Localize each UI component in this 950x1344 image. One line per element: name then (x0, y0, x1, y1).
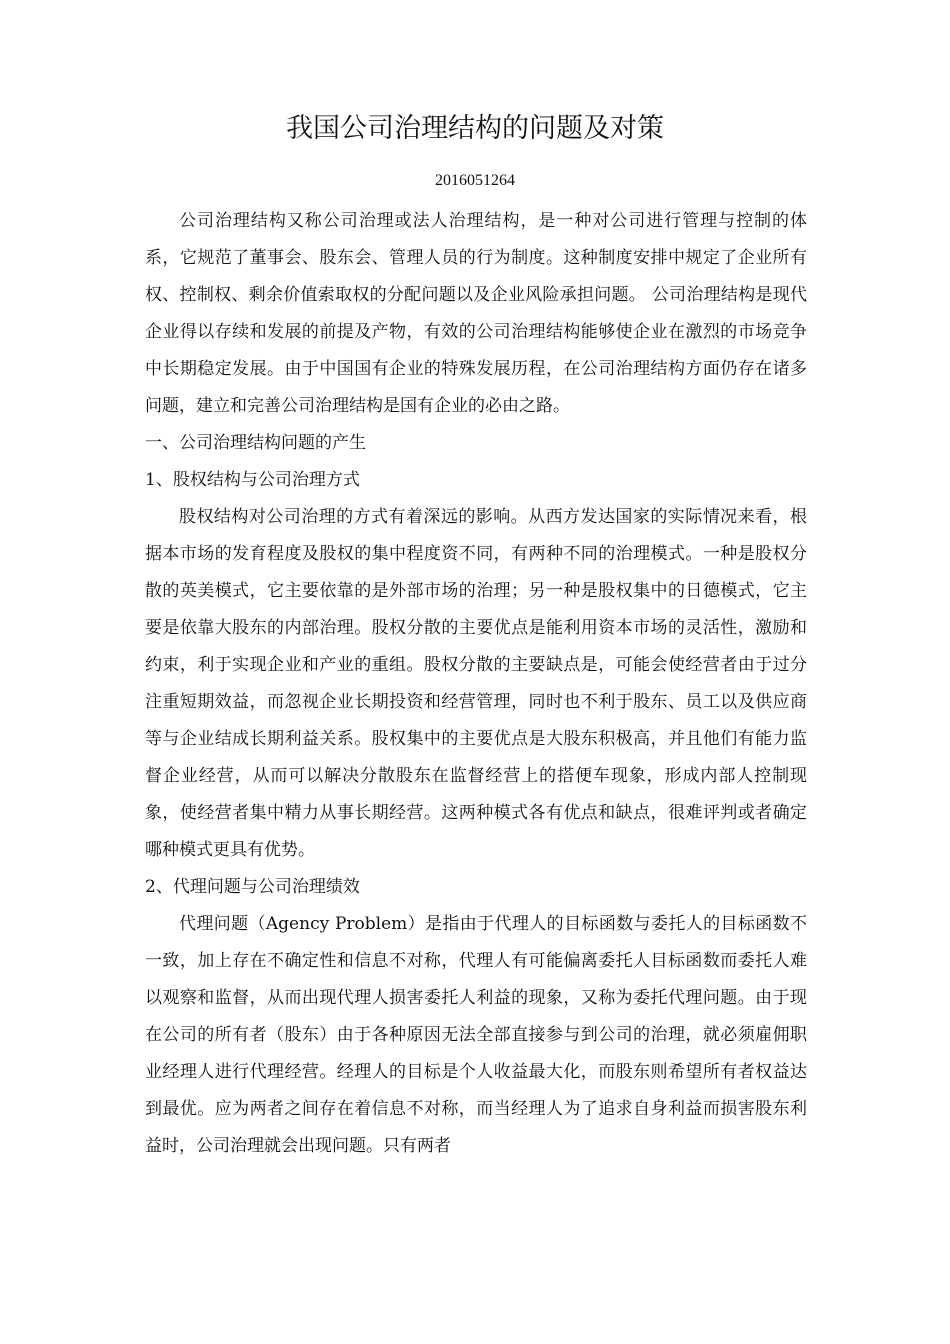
body-paragraph: 代理问题（Agency Problem）是指由于代理人的目标函数与委托人的目标函数不一致，加上存在不确定性和信息不对称，代理人有可能偏离委托人目标函数而委托人难以观察和监督，从而出现代理人损害委托人利益的现象，又称为委托代理问题。由于现在公司的所有者（股东）由于各种原因无法全部直接参与到公司的治理，就必须雇佣职业经理人进行代理经营。经理人的目标是个人收益最大化，而股东则希望所有者权益达到最优。应为两者之间存在着信息不对称，而当经理人为了追求自身利益而损害股东利益时，公司治理就会出现问题。只有两者 (145, 914, 807, 1156)
document-title: 我国公司治理结构的问题及对策 (286, 113, 664, 144)
student-id: 2016051264 (435, 172, 515, 189)
intro-paragraph: 公司治理结构又称公司治理或法人治理结构，是一种对公司进行管理与控制的体系，它规范了董事会、股东会、管理人员的行为制度。这种制度安排中规定了企业所有权、控制权、剩余价值索取权的分配问题以及企业风险承担问题。 公司治理结构是现代企业得以存续和发展的前提及产物，有效的公司治理结构能够使企业在激烈的市场竞争中长期稳定发展。由于中国国有企业的特殊发展历程，在公司治理结构方面仍存在诸多问题，建立和完善公司治理结构是国有企业的必由之路。 (145, 211, 807, 416)
subsection-heading: 2、代理问题与公司治理绩效 (145, 877, 360, 897)
body-paragraph: 股权结构对公司治理的方式有着深远的影响。从西方发达国家的实际情况来看，根据本市场的发育程度及股权的集中程度资不同，有两种不同的治理模式。一种是股权分散的英美模式，它主要依靠的是外部市场的治理；另一种是股权集中的日德模式，它主要是依靠大股东的内部治理。股权分散的主要优点是能利用资本市场的灵活性，激励和约束，利于实现企业和产业的重组。股权分散的主要缺点是，可能会使经营者由于过分注重短期效益，而忽视企业长期投资和经营管理，同时也不利于股东、员工以及供应商等与企业结成长期利益关系。股权集中的主要优点是大股东积极高，并且他们有能力监督企业经营，从而可以解决分散股东在监督经营上的搭便车现象，形成内部人控制现象，使经营者集中精力从事长期经营。这两种模式各有优点和缺点，很难评判或者确定哪种模式更具有优势。 (145, 507, 807, 860)
document-body (145, 203, 807, 1165)
section-heading: 一、公司治理结构问题的产生 (145, 433, 366, 453)
subsection-heading: 1、股权结构与公司治理方式 (145, 470, 360, 490)
